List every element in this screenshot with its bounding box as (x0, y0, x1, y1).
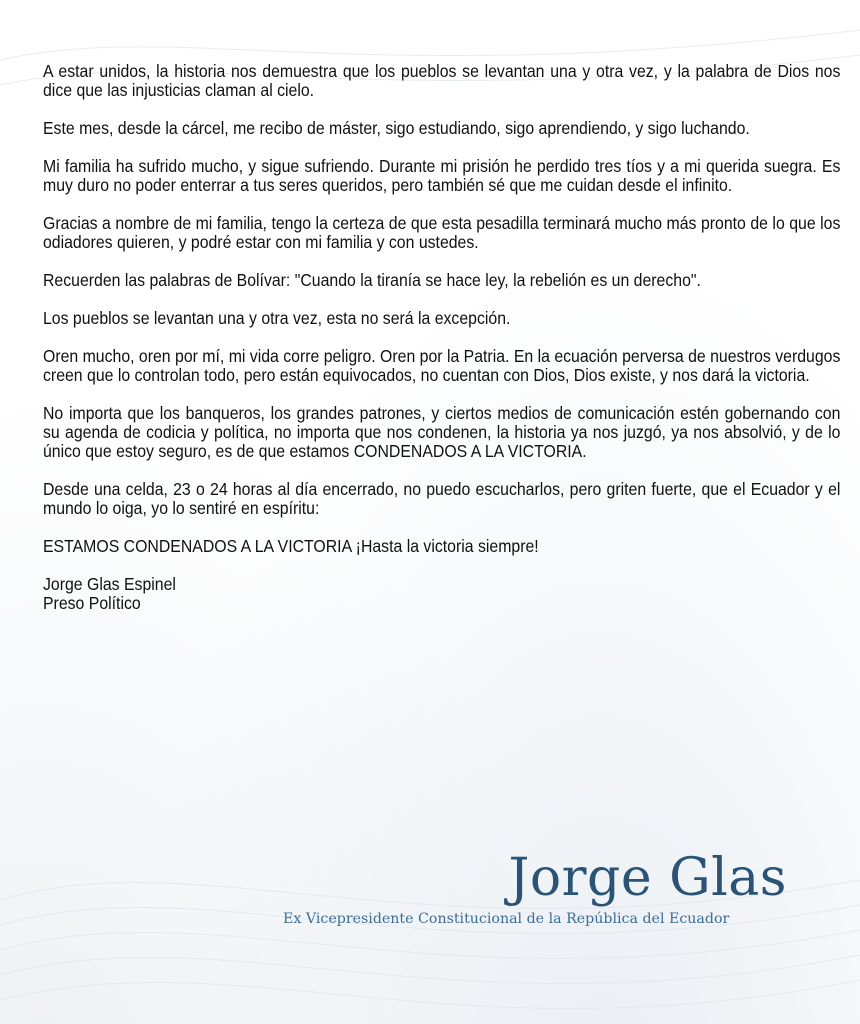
letter-body (43, 61, 841, 613)
letter-paragraph: Desde una celda, 23 o 24 horas al día encerrado, no puedo escucharlos, pero griten fuerte, que el Ecuador y el mundo lo oiga, yo lo sentiré en espíritu: (43, 479, 841, 518)
letter-paragraph: Mi familia ha sufrido mucho, y sigue sufriendo. Durante mi prisión he perdido tres tíos y a mi querida suegra. Es muy duro no poder enterrar a tus seres queridos, pero también sé que me cuidan desde el infinito. (43, 156, 841, 195)
logo-subtitle: Ex Vicepresidente Constitucional de la República del Ecuador (283, 911, 730, 927)
letter-paragraph: Este mes, desde la cárcel, me recibo de máster, sigo estudiando, sigo aprendiendo, y sigo luchando. (43, 118, 750, 138)
logo-block (283, 848, 793, 928)
signature-role: Preso Político (43, 593, 141, 613)
signature-name: Jorge Glas Espinel (43, 574, 176, 594)
letter-paragraph: Gracias a nombre de mi familia, tengo la certeza de que esta pesadilla terminará mucho más pronto de lo que los odiadores quieren, y podré estar con mi familia y con ustedes. (43, 213, 841, 252)
letter-paragraph: A estar unidos, la historia nos demuestra que los pueblos se levantan una y otra vez, y la palabra de Dios nos dice que las injusticias claman al cielo. (43, 61, 841, 100)
letter-paragraph: Recuerden las palabras de Bolívar: "Cuando la tiranía se hace ley, la rebelión es un derecho". (43, 270, 701, 290)
letter-paragraph: Los pueblos se levantan una y otra vez, esta no será la excepción. (43, 308, 511, 328)
letter-paragraph: Oren mucho, oren por mí, mi vida corre peligro. Oren por la Patria. En la ecuación perversa de nuestros verdugos creen que lo controlan todo, pero están equivocados, no cuentan con Dios, Dios existe, y nos dará la victoria. (43, 346, 841, 385)
logo-name: Jorge Glas (508, 848, 787, 908)
letter-paragraph: No importa que los banqueros, los grandes patrones, y ciertos medios de comunicación estén gobernando con su agenda de codicia y política, no importa que nos condenen, la historia ya nos juzgó, ya nos absolvió, y de lo único que estoy seguro, es de que estamos CONDENADOS A LA VICTORIA. (43, 403, 841, 461)
letter-closing-line: ESTAMOS CONDENADOS A LA VICTORIA ¡Hasta la victoria siempre! (43, 536, 539, 556)
signature-block (43, 575, 840, 613)
